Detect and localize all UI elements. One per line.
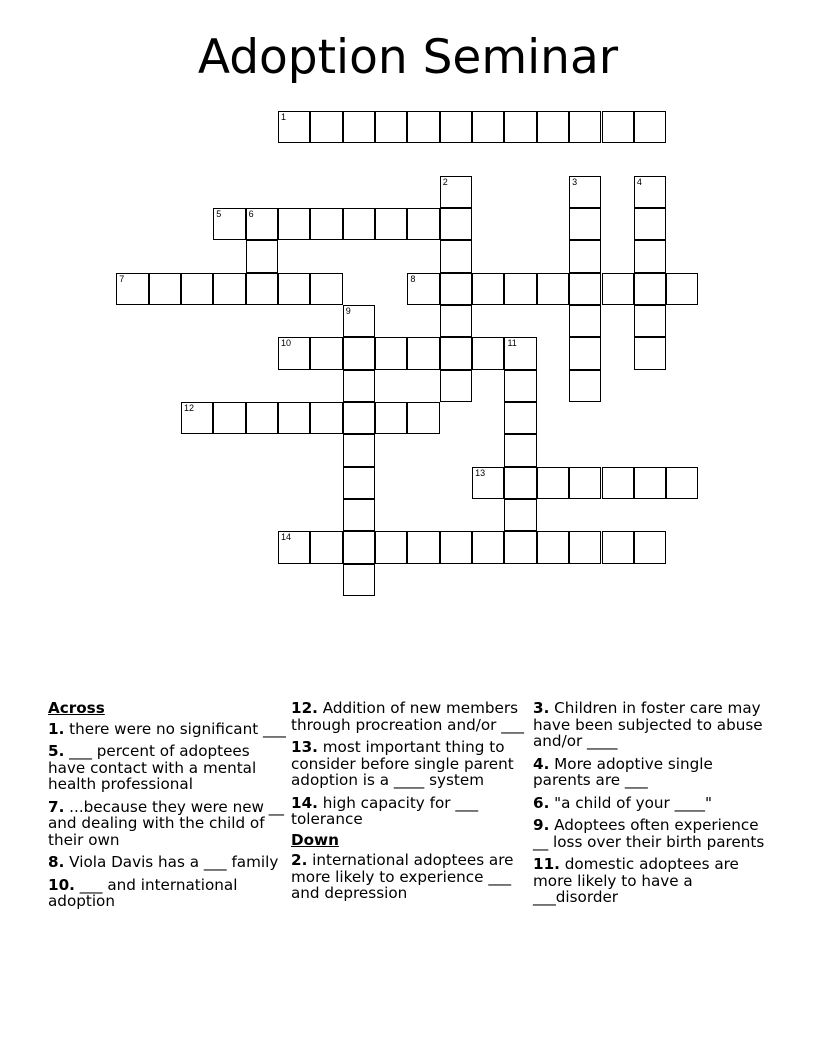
grid-cell[interactable] bbox=[407, 208, 439, 240]
grid-cell[interactable] bbox=[278, 273, 310, 305]
grid-cell[interactable] bbox=[149, 273, 181, 305]
grid-cell[interactable] bbox=[569, 273, 601, 305]
cell-number: 1 bbox=[281, 111, 287, 122]
grid-cell[interactable] bbox=[569, 337, 601, 369]
clue-number: 5. bbox=[48, 742, 65, 760]
grid-cell[interactable] bbox=[504, 499, 536, 531]
clue-item bbox=[533, 856, 773, 906]
puzzle-title: Adoption Seminar bbox=[197, 30, 619, 85]
clue-number: 12. bbox=[291, 699, 318, 717]
grid-cell[interactable] bbox=[343, 467, 375, 499]
clue-text: Viola Davis has a ___ family bbox=[64, 853, 279, 871]
grid-cell[interactable] bbox=[504, 434, 536, 466]
grid-cell[interactable] bbox=[569, 111, 601, 143]
grid-cell[interactable] bbox=[440, 111, 472, 143]
clue-text: most important thing to consider before single parent adoption is a ____ system bbox=[291, 738, 514, 789]
grid-cell[interactable] bbox=[634, 208, 666, 240]
grid-cell[interactable] bbox=[343, 434, 375, 466]
grid-cell[interactable] bbox=[440, 370, 472, 402]
grid-cell[interactable] bbox=[310, 273, 342, 305]
grid-cell[interactable] bbox=[440, 337, 472, 369]
clue-number: 2. bbox=[291, 851, 308, 869]
clue-text: "a child of your ____" bbox=[549, 793, 712, 812]
grid-cell[interactable] bbox=[569, 370, 601, 402]
cell-number: 3 bbox=[572, 176, 578, 187]
cell-number: 14 bbox=[281, 532, 292, 543]
clue-item bbox=[48, 854, 288, 871]
grid-cell[interactable] bbox=[634, 111, 666, 143]
cell-number: 7 bbox=[119, 273, 125, 284]
grid-cell[interactable] bbox=[213, 402, 245, 434]
grid-cell[interactable] bbox=[602, 111, 634, 143]
grid-cell[interactable] bbox=[343, 564, 375, 596]
clue-item bbox=[48, 743, 288, 793]
grid-cell[interactable] bbox=[504, 402, 536, 434]
grid-cell[interactable] bbox=[407, 273, 439, 305]
clue-item bbox=[291, 795, 529, 828]
clue-column-3 bbox=[533, 700, 773, 912]
grid-cell[interactable] bbox=[310, 531, 342, 563]
grid-cell[interactable] bbox=[472, 337, 504, 369]
clue-item bbox=[533, 700, 773, 750]
cell-number: 2 bbox=[442, 176, 448, 187]
clue-number: 8. bbox=[48, 853, 65, 871]
clue-text: domestic adoptees are more likely to have a ___disorder bbox=[533, 855, 739, 906]
grid-cell[interactable] bbox=[504, 273, 536, 305]
clue-item bbox=[48, 799, 288, 849]
across-heading: Across bbox=[48, 699, 105, 717]
grid-cell[interactable] bbox=[278, 111, 310, 143]
grid-cell[interactable] bbox=[504, 337, 536, 369]
grid-cell[interactable] bbox=[634, 467, 666, 499]
grid-cell[interactable] bbox=[634, 240, 666, 272]
grid-cell[interactable] bbox=[407, 111, 439, 143]
clue-text: Adoptees often experience __ loss over their birth parents bbox=[533, 816, 765, 851]
clue-column-2 bbox=[291, 700, 529, 908]
grid-cell[interactable] bbox=[278, 337, 310, 369]
clue-text: Addition of new members through procreation and/or ___ bbox=[291, 699, 525, 734]
grid-cell[interactable] bbox=[504, 531, 536, 563]
grid-cell[interactable] bbox=[343, 402, 375, 434]
grid-cell[interactable] bbox=[310, 402, 342, 434]
grid-cell[interactable] bbox=[246, 273, 278, 305]
grid-cell[interactable] bbox=[602, 273, 634, 305]
grid-cell[interactable] bbox=[666, 467, 698, 499]
clue-number: 9. bbox=[533, 816, 550, 834]
grid-cell[interactable] bbox=[537, 111, 569, 143]
clue-text: there were no significant ___ bbox=[64, 719, 286, 738]
clue-text: ___ percent of adoptees have contact with a mental health professional bbox=[48, 742, 257, 793]
grid-cell[interactable] bbox=[375, 402, 407, 434]
grid-cell[interactable] bbox=[181, 273, 213, 305]
grid-cell[interactable] bbox=[569, 240, 601, 272]
grid-cell[interactable] bbox=[375, 111, 407, 143]
grid-cell[interactable] bbox=[504, 370, 536, 402]
grid-cell[interactable] bbox=[407, 337, 439, 369]
cell-number: 11 bbox=[507, 338, 517, 349]
clue-text: More adoptive single parents are ___ bbox=[533, 754, 713, 789]
grid-cell[interactable] bbox=[634, 176, 666, 208]
clue-number: 4. bbox=[533, 754, 550, 773]
clue-number: 6. bbox=[533, 793, 550, 812]
cell-number: 4 bbox=[636, 176, 642, 187]
grid-cell[interactable] bbox=[440, 208, 472, 240]
grid-cell[interactable] bbox=[602, 467, 634, 499]
grid-cell[interactable] bbox=[440, 531, 472, 563]
clue-number: 1. bbox=[48, 719, 65, 738]
grid-cell[interactable] bbox=[343, 111, 375, 143]
clue-number: 14. bbox=[291, 793, 318, 812]
grid-cell[interactable] bbox=[310, 208, 342, 240]
grid-cell[interactable] bbox=[440, 273, 472, 305]
grid-cell[interactable] bbox=[213, 273, 245, 305]
grid-cell[interactable] bbox=[634, 273, 666, 305]
grid-cell[interactable] bbox=[375, 337, 407, 369]
grid-cell[interactable] bbox=[666, 273, 698, 305]
clue-number: 10. bbox=[48, 875, 75, 894]
grid-cell[interactable] bbox=[246, 240, 278, 272]
grid-cell[interactable] bbox=[504, 467, 536, 499]
grid-cell[interactable] bbox=[440, 305, 472, 337]
grid-cell[interactable] bbox=[181, 402, 213, 434]
cell-number: 5 bbox=[216, 208, 222, 219]
grid-cell[interactable] bbox=[634, 337, 666, 369]
cell-number: 8 bbox=[410, 273, 416, 284]
grid-cell[interactable] bbox=[213, 208, 245, 240]
cell-number: 10 bbox=[281, 338, 292, 349]
grid-cell[interactable] bbox=[343, 499, 375, 531]
clue-text: ...because they were new __ and dealing with the child of their own bbox=[48, 797, 284, 849]
grid-cell[interactable] bbox=[472, 111, 504, 143]
grid-cell[interactable] bbox=[569, 208, 601, 240]
grid-cell[interactable] bbox=[472, 467, 504, 499]
grid-cell[interactable] bbox=[310, 111, 342, 143]
grid-cell[interactable] bbox=[569, 176, 601, 208]
grid-cell[interactable] bbox=[246, 208, 278, 240]
clue-item bbox=[48, 721, 288, 738]
grid-cell[interactable] bbox=[343, 305, 375, 337]
clue-item bbox=[533, 817, 773, 850]
grid-cell[interactable] bbox=[343, 531, 375, 563]
grid-cell[interactable] bbox=[375, 208, 407, 240]
grid-cell[interactable] bbox=[634, 305, 666, 337]
grid-cell[interactable] bbox=[343, 337, 375, 369]
grid-cell[interactable] bbox=[246, 402, 278, 434]
grid-cell[interactable] bbox=[278, 208, 310, 240]
clue-number: 3. bbox=[533, 699, 550, 717]
grid-cell[interactable] bbox=[310, 337, 342, 369]
grid-cell[interactable] bbox=[472, 273, 504, 305]
clue-item bbox=[291, 739, 529, 789]
grid-cell[interactable] bbox=[278, 402, 310, 434]
grid-cell[interactable] bbox=[537, 531, 569, 563]
grid-cell[interactable] bbox=[343, 370, 375, 402]
cell-number: 6 bbox=[248, 208, 254, 219]
grid-cell[interactable] bbox=[472, 531, 504, 563]
clue-item bbox=[291, 852, 529, 902]
clue-item bbox=[533, 756, 773, 789]
clue-item bbox=[48, 877, 288, 910]
cell-number: 9 bbox=[345, 305, 351, 316]
clue-number: 7. bbox=[48, 797, 65, 816]
clue-text: high capacity for ___ tolerance bbox=[291, 793, 479, 828]
grid-cell[interactable] bbox=[569, 531, 601, 563]
grid-cell[interactable] bbox=[407, 402, 439, 434]
clue-number: 13. bbox=[291, 738, 318, 756]
cell-number: 13 bbox=[475, 467, 486, 478]
grid-cell[interactable] bbox=[440, 240, 472, 272]
clue-text: Children in foster care may have been subjected to abuse and/or ____ bbox=[533, 699, 763, 750]
clue-column-1 bbox=[48, 700, 288, 916]
grid-cell[interactable] bbox=[569, 305, 601, 337]
grid-cell[interactable] bbox=[116, 273, 148, 305]
grid-cell[interactable] bbox=[278, 531, 310, 563]
grid-cell[interactable] bbox=[537, 273, 569, 305]
clue-text: ___ and international adoption bbox=[48, 875, 238, 910]
down-heading: Down bbox=[291, 830, 339, 849]
clue-item bbox=[291, 700, 529, 733]
grid-cell[interactable] bbox=[375, 531, 407, 563]
grid-cell[interactable] bbox=[602, 531, 634, 563]
clue-number: 11. bbox=[533, 855, 560, 873]
grid-cell[interactable] bbox=[504, 111, 536, 143]
clue-item bbox=[533, 795, 773, 812]
grid-cell[interactable] bbox=[343, 208, 375, 240]
grid-cell[interactable] bbox=[537, 467, 569, 499]
clue-text: international adoptees are more likely to experience ___ and depression bbox=[291, 851, 514, 902]
grid-cell[interactable] bbox=[440, 176, 472, 208]
grid-cell[interactable] bbox=[634, 531, 666, 563]
grid-cell[interactable] bbox=[407, 531, 439, 563]
cell-number: 12 bbox=[183, 403, 194, 413]
grid-cell[interactable] bbox=[569, 467, 601, 499]
